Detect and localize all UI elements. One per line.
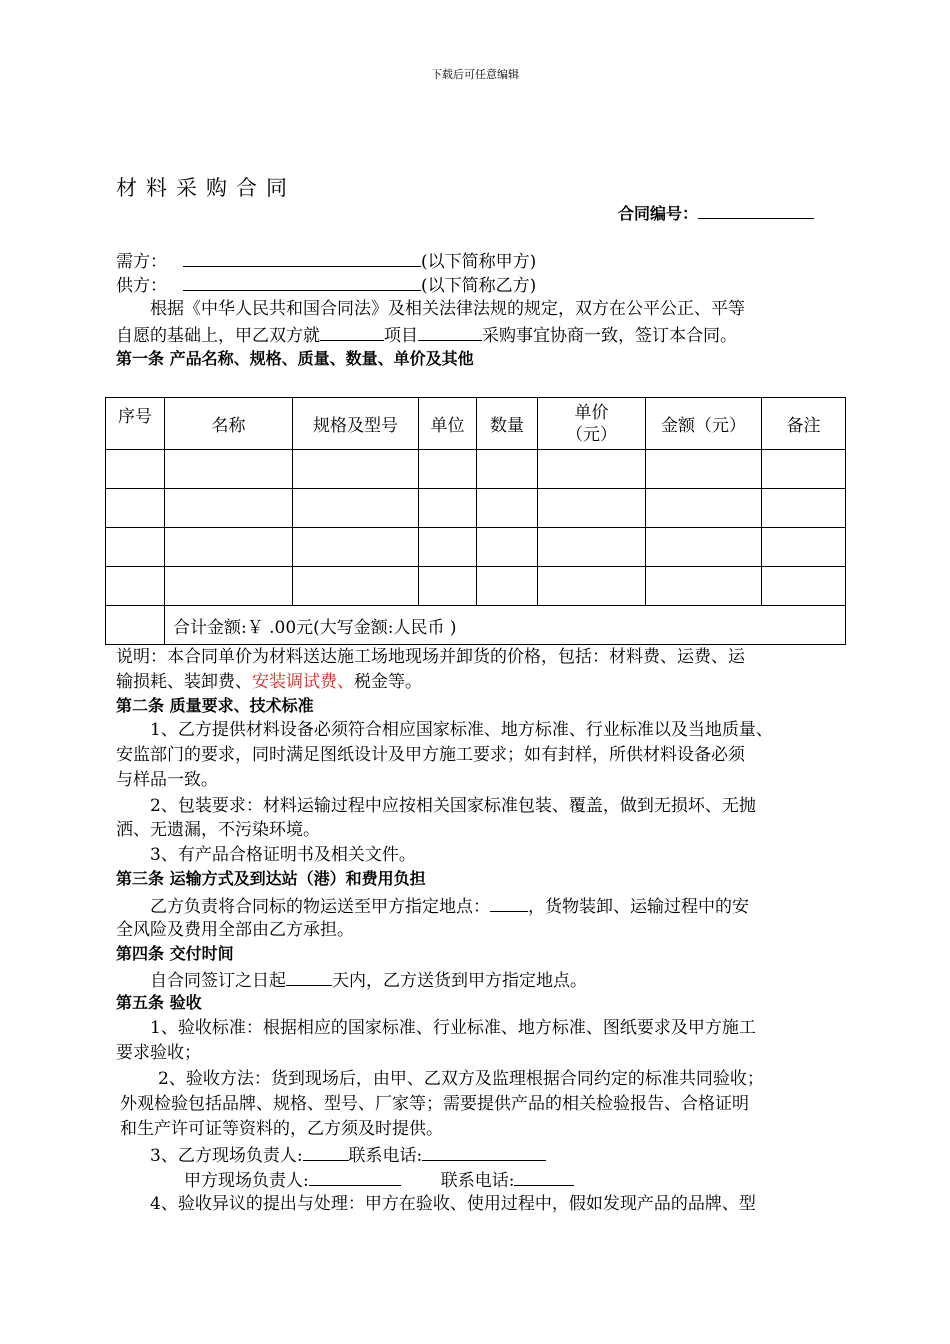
art5-p2-line-3: 和生产许可证等资料的，乙方须及时提供。 — [120, 1119, 443, 1139]
cell-name[interactable] — [165, 489, 293, 528]
buyer-phone-field[interactable] — [514, 1167, 574, 1186]
contract-title: 材料采购合同 — [116, 176, 296, 200]
art2-p1-line-2: 安监部门的要求，同时满足图纸设计及甲方施工要求；如有封样，所供材料设备必须 — [116, 745, 745, 765]
table-total-row — [106, 606, 846, 645]
cell-remark[interactable] — [762, 528, 846, 567]
cell-unit-price[interactable] — [538, 528, 646, 567]
header-seq: 序号 — [106, 398, 165, 450]
note-highlight: 安装调试费、 — [252, 672, 354, 692]
buyer-phone-label: 联系电话: — [440, 1171, 515, 1191]
seller-rep-field[interactable] — [303, 1142, 349, 1161]
header-amount: 金额（元） — [646, 398, 762, 450]
intro-text-a: 自愿的基础上，甲乙双方就 — [116, 326, 320, 346]
cell-unit-price[interactable] — [538, 489, 646, 528]
seller-note: (以下简称乙方) — [421, 276, 537, 296]
table-header-row — [106, 398, 846, 450]
header-unit: 单位 — [419, 398, 477, 450]
buyer-label: 需方： — [116, 252, 167, 272]
table-row — [106, 528, 846, 567]
product-table — [105, 397, 846, 645]
table-row — [106, 450, 846, 489]
art4-line-1 — [150, 967, 587, 993]
art4-text-a: 自合同签订之日起 — [150, 971, 286, 991]
cell-seq[interactable] — [106, 528, 165, 567]
cell-seq[interactable] — [106, 489, 165, 528]
project-name-field[interactable] — [320, 322, 384, 341]
cell-spec[interactable] — [293, 489, 419, 528]
intro-text-c: 采购事宜协商一致，签订本合同。 — [482, 326, 737, 346]
cell-remark[interactable] — [762, 450, 846, 489]
contract-number-field[interactable] — [698, 200, 814, 219]
article-4-heading: 第四条 交付时间 — [116, 944, 234, 963]
art2-p3: 3、有产品合格证明书及相关文件。 — [150, 845, 416, 865]
cell-remark[interactable] — [762, 489, 846, 528]
cell-name[interactable] — [165, 450, 293, 489]
art2-p1-line-1: 1、乙方提供材料设备必须符合相应国家标准、地方标准、行业标准以及当地质量、 — [150, 720, 773, 740]
seller-name-field[interactable] — [183, 272, 421, 291]
cell-remark[interactable] — [762, 567, 846, 606]
art5-p4: 4、验收异议的提出与处理：甲方在验收、使用过程中，假如发现产品的品牌、型 — [150, 1194, 756, 1214]
unit-price-line-1: 单价 — [574, 402, 609, 423]
seller-line — [116, 272, 536, 298]
cell-qty[interactable] — [477, 489, 538, 528]
cell-qty[interactable] — [477, 450, 538, 489]
buyer-line — [116, 248, 536, 274]
cell-seq[interactable] — [106, 567, 165, 606]
cell-name[interactable] — [165, 528, 293, 567]
art4-text-b: 天内，乙方送货到甲方指定地点。 — [332, 971, 587, 991]
seller-rep-label: 3、乙方现场负责人: — [150, 1146, 303, 1166]
article-1-heading: 第一条 产品名称、规格、质量、数量、单价及其他 — [116, 349, 474, 368]
seller-phone-label: 联系电话: — [348, 1146, 423, 1166]
cell-amount[interactable] — [646, 450, 762, 489]
art5-p3-line-1 — [150, 1142, 546, 1168]
art2-p2-line-2: 洒、无遗漏，不污染环境。 — [116, 820, 320, 840]
table-row — [106, 489, 846, 528]
note-line-1: 说明：本合同单价为材料送达施工场地现场并卸货的价格，包括：材料费、运费、运 — [116, 647, 745, 667]
cell-unit[interactable] — [419, 528, 477, 567]
cell-amount[interactable] — [646, 489, 762, 528]
cell-seq[interactable] — [106, 450, 165, 489]
art5-p1-line-1: 1、验收标准：根据相应的国家标准、行业标准、地方标准、图纸要求及甲方施工 — [150, 1018, 756, 1038]
art5-p3-line-2 — [184, 1167, 574, 1193]
watermark-text: 下载后可任意编辑 — [431, 68, 519, 81]
cell-unit-price[interactable] — [538, 567, 646, 606]
note-text-b: 税金等。 — [354, 672, 422, 692]
cell-name[interactable] — [165, 567, 293, 606]
cell-unit-price[interactable] — [538, 450, 646, 489]
seller-phone-field[interactable] — [422, 1142, 546, 1161]
art2-p1-line-3: 与样品一致。 — [116, 770, 218, 790]
delivery-location-field[interactable] — [490, 893, 528, 912]
buyer-name-field[interactable] — [183, 248, 421, 267]
cell-spec[interactable] — [293, 528, 419, 567]
header-spec: 规格及型号 — [293, 398, 419, 450]
contract-number-label: 合同编号： — [618, 204, 699, 223]
intro-text-b: 项目 — [384, 326, 418, 346]
cell-qty[interactable] — [477, 567, 538, 606]
buyer-rep-field[interactable] — [309, 1167, 401, 1186]
header-name: 名称 — [165, 398, 293, 450]
art3-line-1 — [150, 893, 749, 919]
intro-line-2 — [116, 322, 737, 348]
cell-unit[interactable] — [419, 489, 477, 528]
procurement-item-field[interactable] — [418, 322, 482, 341]
article-3-heading: 第三条 运输方式及到达站（港）和费用负担 — [116, 869, 426, 888]
cell-qty[interactable] — [477, 528, 538, 567]
header-remark: 备注 — [762, 398, 846, 450]
header-qty: 数量 — [477, 398, 538, 450]
contract-number — [618, 200, 814, 226]
article-2-heading: 第二条 质量要求、技术标准 — [116, 696, 314, 715]
seller-label: 供方： — [116, 276, 167, 296]
table-row — [106, 567, 846, 606]
art5-p2-line-2: 外观检验包括品牌、规格、型号、厂家等；需要提供产品的相关检验报告、合格证明 — [120, 1094, 749, 1114]
buyer-rep-label: 甲方现场负责人: — [184, 1171, 309, 1191]
article-5-heading: 第五条 验收 — [116, 993, 202, 1012]
cell-amount[interactable] — [646, 567, 762, 606]
art5-p1-line-2: 要求验收； — [116, 1043, 201, 1063]
header-unit-price — [538, 398, 646, 450]
art3-line-2: 全风险及费用全部由乙方承担。 — [116, 920, 354, 940]
intro-line-1: 根据《中华人民共和国合同法》及相关法律法规的规定，双方在公平公正、平等 — [150, 299, 745, 319]
cell-spec[interactable] — [293, 450, 419, 489]
art2-p2-line-1: 2、包装要求：材料运输过程中应按相关国家标准包装、覆盖，做到无损坏、无抛 — [150, 796, 756, 816]
art3-text-a: 乙方负责将合同标的物运送至甲方指定地点： — [150, 897, 490, 917]
total-amount: 合计金额:￥ .00元(大写金额:人民币 ) — [165, 606, 846, 645]
cell-amount[interactable] — [646, 528, 762, 567]
delivery-days-field[interactable] — [286, 967, 332, 986]
cell-spec[interactable] — [293, 567, 419, 606]
note-line-2 — [116, 670, 422, 694]
unit-price-line-2: （元） — [566, 424, 617, 445]
art3-text-b: ，货物装卸、运输过程中的安 — [528, 897, 749, 917]
total-blank-cell — [106, 606, 165, 645]
cell-unit[interactable] — [419, 450, 477, 489]
note-text-a: 输损耗、装卸费、 — [116, 672, 252, 692]
art5-p2-line-1: 2、验收方法：货到现场后，由甲、乙双方及监理根据合同约定的标准共同验收； — [158, 1069, 764, 1089]
cell-unit[interactable] — [419, 567, 477, 606]
buyer-note: (以下简称甲方) — [421, 252, 537, 272]
